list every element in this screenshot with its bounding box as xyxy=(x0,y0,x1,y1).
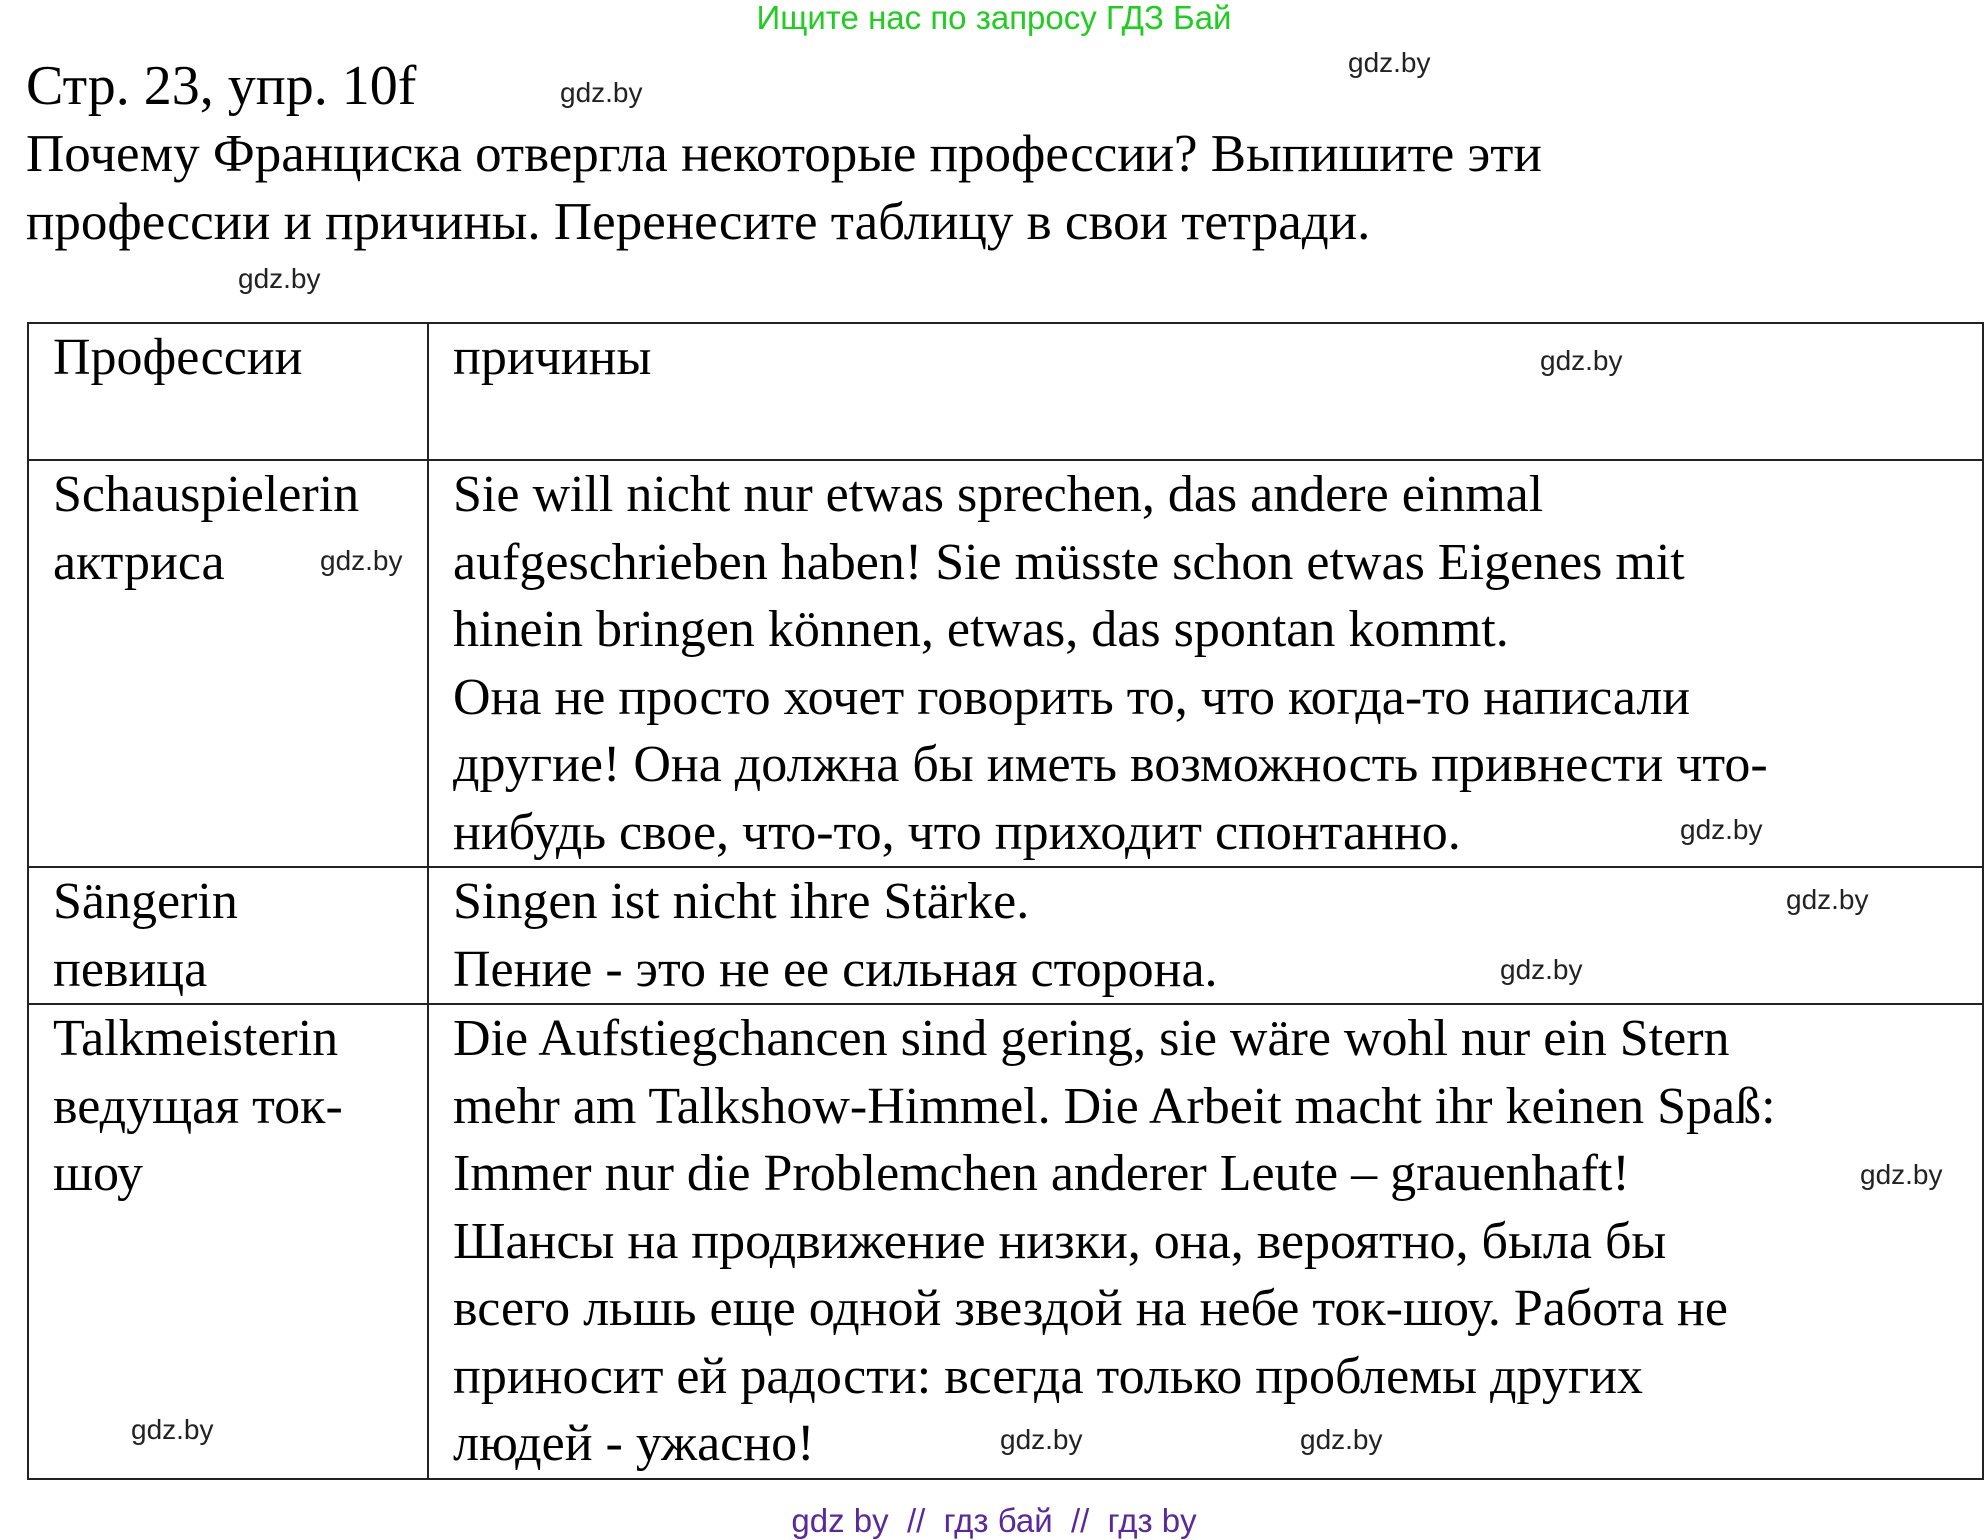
footer-links: gdz by // гдз бай // гдз by xyxy=(791,1502,1197,1539)
watermark: gdz.by xyxy=(1860,1159,1943,1190)
profession-ru: шоу xyxy=(53,1145,144,1202)
header-professions-cell xyxy=(28,323,428,460)
reason-line: Die Aufstiegchancen sind gering, sie wäre wohl nur ein Stern xyxy=(453,1010,1730,1067)
watermark: gdz.by xyxy=(1680,814,1763,845)
reason-line: mehr am Talkshow-Himmel. Die Arbeit macht ihr keinen Spaß: xyxy=(453,1077,1776,1135)
profession-cell xyxy=(28,867,428,1004)
reason-cell xyxy=(428,460,1983,867)
watermark: gdz.by xyxy=(1786,884,1869,915)
profession-de: Schauspielerin xyxy=(53,466,360,523)
watermark: gdz.by xyxy=(131,1414,214,1445)
reason-line: Sie will nicht nur etwas sprechen, das andere einmal xyxy=(453,466,1544,523)
watermark: gdz.by xyxy=(560,77,643,108)
header-reasons: причины xyxy=(453,329,652,386)
profession-de: Talkmeisterin xyxy=(53,1010,339,1067)
header-professions: Профессии xyxy=(53,329,303,386)
profession-cell xyxy=(28,460,428,867)
reason-line: hinein bringen können, etwas, das spontan kommt. xyxy=(453,601,1509,658)
banner: Ищите нас по запросу ГДЗ Бай xyxy=(756,0,1232,36)
reason-line: aufgeschrieben haben! Sie müsste schon etwas Eigenes mit xyxy=(453,533,1685,591)
reason-line: всего льшь еще одной звездой на небе ток-шоу. Работа не xyxy=(453,1280,1728,1337)
table-row xyxy=(28,1004,1983,1479)
watermark: gdz.by xyxy=(1000,1424,1083,1455)
table-row xyxy=(28,460,1983,867)
header-reasons-cell xyxy=(428,323,1983,460)
watermark: gdz.by xyxy=(238,263,321,294)
reason-line: нибудь свое, что-то, что приходит спонтанно. xyxy=(453,803,1461,861)
reason-line: Singen ist nicht ihre Stärke. xyxy=(453,873,1030,930)
exercise-title: Стр. 23, упр. 10f xyxy=(26,55,417,117)
reason-cell xyxy=(428,1004,1983,1479)
table-header-row xyxy=(28,323,1983,460)
table-row xyxy=(28,867,1983,1004)
watermark: gdz.by xyxy=(1500,954,1583,985)
reason-line: Immer nur die Problemchen anderer Leute – grauenhaft! xyxy=(453,1145,1630,1202)
profession-ru: певица xyxy=(53,940,208,998)
reason-cell xyxy=(428,867,1983,1004)
reason-line: приносит ей радости: всегда только проблемы других xyxy=(453,1347,1643,1405)
watermark: gdz.by xyxy=(320,545,403,576)
task-line: профессии и причины. Перенесите таблицу в свои тетради. xyxy=(26,193,1371,251)
profession-ru: ведущая ток- xyxy=(53,1077,343,1135)
watermark: gdz.by xyxy=(1348,47,1431,78)
watermark: gdz.by xyxy=(1300,1424,1383,1455)
professions-table xyxy=(27,322,1984,1480)
task-text xyxy=(26,120,1542,256)
reason-line: другие! Она должна бы иметь возможность привнести что- xyxy=(453,736,1768,793)
watermark: gdz.by xyxy=(1540,345,1623,376)
reason-line: Пение - это не ее сильная сторона. xyxy=(453,940,1218,998)
profession-de: Sängerin xyxy=(53,873,238,930)
reason-line: людей - ужасно! xyxy=(453,1415,815,1472)
reason-line: Шансы на продвижение низки, она, вероятно, была бы xyxy=(453,1212,1667,1270)
reason-line: Она не просто хочет говорить то, что когда-то написали xyxy=(453,668,1691,726)
profession-ru: актриса xyxy=(53,533,225,591)
profession-cell xyxy=(28,1004,428,1479)
task-line: Почему Франциска отвергла некоторые профессии? Выпишите эти xyxy=(26,125,1542,183)
